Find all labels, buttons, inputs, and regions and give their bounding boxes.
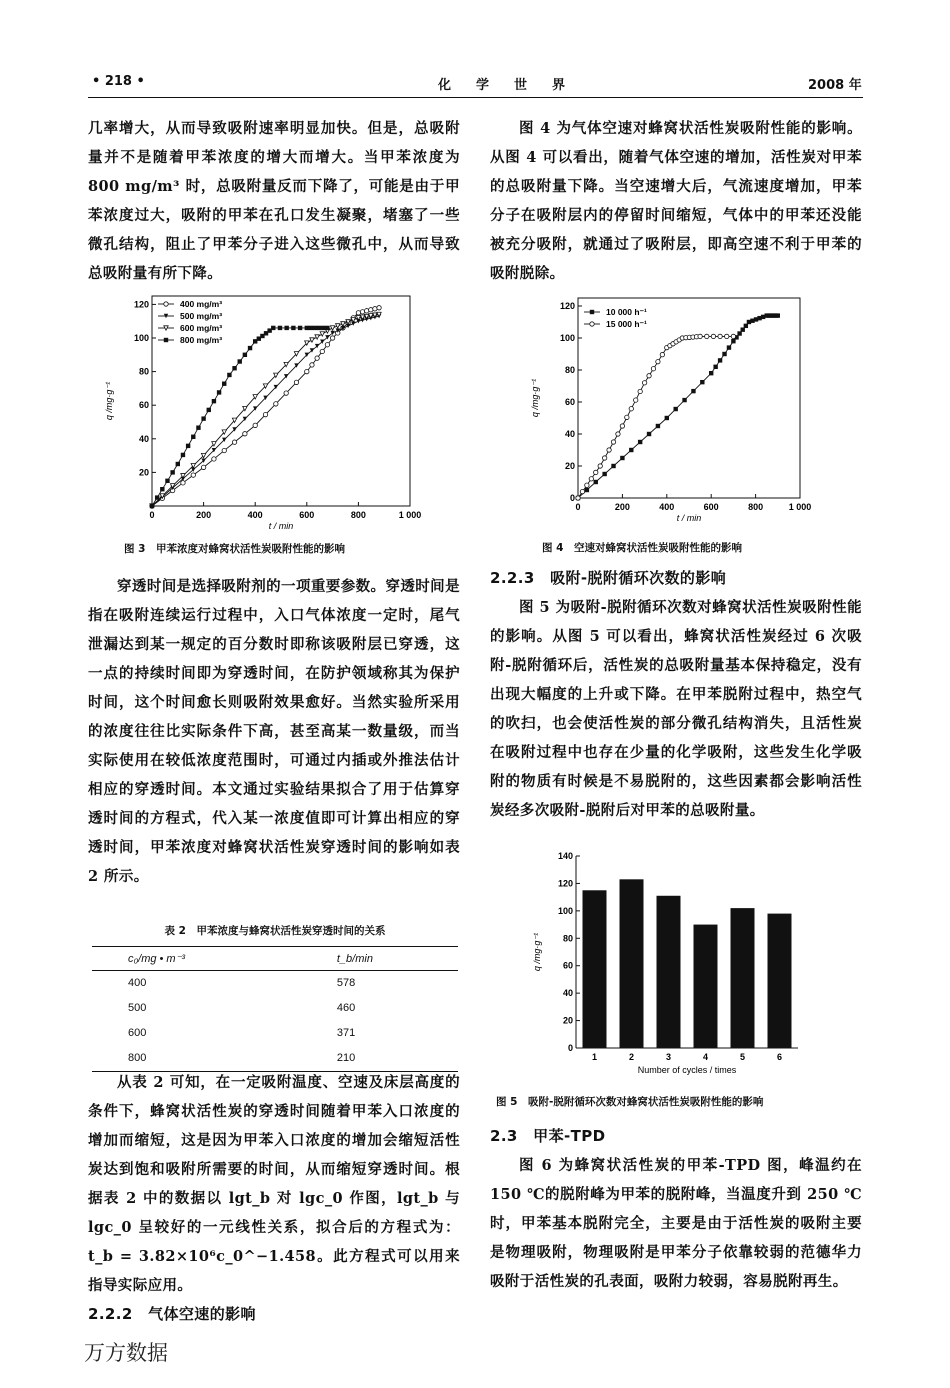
data-point xyxy=(651,367,655,371)
data-point xyxy=(317,326,321,330)
data-point xyxy=(181,453,185,457)
right-column-2 xyxy=(490,564,862,825)
x-tick-label: 1 000 xyxy=(398,510,422,520)
data-point xyxy=(594,470,598,474)
data-point xyxy=(165,479,169,483)
x-axis-label: Number of cycles / times xyxy=(637,1065,737,1075)
y-tick-label: 120 xyxy=(559,301,575,311)
section-heading: 2.3 甲苯-TPD xyxy=(490,1127,606,1145)
data-point xyxy=(620,456,624,460)
data-point xyxy=(155,495,159,499)
y-tick-label: 100 xyxy=(559,333,575,343)
x-axis-label: t / min xyxy=(268,521,294,530)
y-tick-label: 40 xyxy=(564,429,575,439)
figure-4-caption: 图 4 空速对蜂窝状活性炭吸附性能的影响 xyxy=(542,542,742,554)
table-cell: 371 xyxy=(336,1027,356,1039)
data-point xyxy=(776,313,780,317)
data-point xyxy=(705,334,709,338)
figure-3-caption: 图 3 甲苯浓度对蜂窝状活性炭吸附性能的影响 xyxy=(124,543,345,555)
data-point xyxy=(274,402,278,406)
data-point xyxy=(369,308,373,312)
data-point xyxy=(741,327,745,331)
legend-label: 800 mg/m³ xyxy=(180,335,223,345)
data-point xyxy=(212,399,216,403)
data-point xyxy=(170,470,174,474)
data-point xyxy=(711,334,715,338)
data-point xyxy=(602,456,606,460)
x-tick-label: 2 xyxy=(628,1052,635,1062)
table-cell: 578 xyxy=(336,977,356,989)
x-tick-label: 200 xyxy=(196,510,212,520)
data-point xyxy=(201,416,205,420)
bar xyxy=(694,925,718,1048)
x-tick-label: 400 xyxy=(247,510,263,520)
table-cell: 460 xyxy=(336,1002,356,1014)
data-point xyxy=(691,389,695,393)
data-point xyxy=(325,343,329,347)
data-point xyxy=(253,423,257,427)
paragraph: 图 6 为蜂窝状活性炭的甲苯-TPD 图，峰温约在 150 ℃的脱附峰为甲苯的脱附峰，当温度升到 250 ℃时，甲苯基本脱附完全，主要是由于活性炭的吸附主要是物理吸附，物理吸附是甲苯分子依靠较弱的范德华力吸附于活性炭的孔表面，吸附力较弱，容易脱附再生。 xyxy=(490,1157,862,1290)
series-line xyxy=(152,328,327,506)
y-tick-label: 60 xyxy=(138,400,149,411)
data-point xyxy=(629,407,633,411)
x-tick-label: 800 xyxy=(748,502,764,512)
data-point xyxy=(336,324,340,328)
data-point xyxy=(212,457,216,461)
y-tick-label: 60 xyxy=(564,397,575,407)
data-point xyxy=(263,412,267,416)
data-point xyxy=(642,381,646,385)
data-point xyxy=(647,374,651,378)
right-column-3 xyxy=(490,1122,862,1296)
bar xyxy=(657,896,681,1048)
x-tick-label: 1 000 xyxy=(788,502,812,512)
y-tick-label: 40 xyxy=(138,433,149,444)
bar xyxy=(768,914,792,1048)
data-point xyxy=(164,338,168,342)
data-point xyxy=(284,391,288,395)
legend-label: 10 000 h⁻¹ xyxy=(606,307,647,317)
data-point xyxy=(698,334,702,338)
x-tick-label: 1 xyxy=(591,1052,598,1062)
data-point xyxy=(243,353,247,357)
data-point xyxy=(310,338,314,342)
data-point xyxy=(341,322,345,326)
legend-label: 500 mg/m³ xyxy=(180,311,223,321)
paragraph: 几率增大，从而导致吸附速率明显加快。但是，总吸附量并不是随着甲苯浓度的增大而增大。当甲苯浓度为 800 mg/m³ 时，总吸附量反而下降了，可能是由于甲苯浓度过大，吸附的甲苯在孔口发生凝聚，堵塞了一些微孔结构，阻止了甲苯分子进入这些微孔中，从而导致总吸附量有所下降。 xyxy=(88,120,460,282)
data-point xyxy=(585,488,589,492)
data-point xyxy=(598,464,602,468)
data-point xyxy=(232,366,236,370)
data-point xyxy=(722,352,726,356)
data-point xyxy=(232,440,236,444)
y-tick-label: 100 xyxy=(133,333,149,343)
bar xyxy=(620,879,644,1048)
data-point xyxy=(330,336,334,340)
data-point xyxy=(611,464,615,468)
data-point xyxy=(160,487,164,491)
legend-label: 400 mg/m³ xyxy=(180,299,223,309)
data-point xyxy=(744,324,748,328)
table-title: 表 2 甲苯浓度与蜂窝状活性炭穿透时间的关系 xyxy=(164,925,386,937)
x-tick-label: 5 xyxy=(739,1052,746,1062)
table-cell: 800 xyxy=(92,1046,249,1072)
data-point xyxy=(315,335,319,339)
data-point xyxy=(325,326,329,330)
data-point xyxy=(620,424,624,428)
data-point xyxy=(665,416,669,420)
x-tick-label: 0 xyxy=(575,502,581,512)
x-axis-label: t / min xyxy=(676,513,702,523)
data-point xyxy=(217,390,221,394)
data-point xyxy=(207,408,211,412)
table-2 xyxy=(92,923,458,1072)
data-point xyxy=(320,332,324,336)
y-axis-label: q /mg·g⁻¹ xyxy=(530,378,540,418)
data-point xyxy=(181,481,185,485)
y-tick-label: 40 xyxy=(562,988,573,999)
table-cell: 600 xyxy=(128,1027,147,1039)
data-point xyxy=(315,356,319,360)
data-point xyxy=(191,435,195,439)
y-tick-label: 120 xyxy=(133,299,149,310)
section-heading: 2.2.3 吸附-脱附循环次数的影响 xyxy=(490,569,727,587)
data-point xyxy=(585,483,589,487)
data-point xyxy=(634,398,638,402)
data-point xyxy=(320,349,324,353)
left-column-2 xyxy=(88,572,460,891)
y-tick-label: 80 xyxy=(562,933,573,944)
y-tick-label: 80 xyxy=(564,365,575,375)
table-row xyxy=(92,996,458,1021)
paragraph: 从表 2 可知，在一定吸附温度、空速及床层高度的条件下，蜂窝状活性炭的穿透时间随着甲苯入口浓度的增加而缩短，这是因为甲苯入口浓度的增加会缩短活性炭达到饱和吸附所需要的时间，从而缩短穿透时间。根据表 2 中的数据以 lgt_b 对 lgc_0 作图，lgt_b 与 lgc_0 呈较好的一元线性关系，拟合后的方程式为：t_b = 3.82×10⁶c_0^−1.458。此方程式可以用来指导实际应用。 xyxy=(88,1074,460,1294)
data-point xyxy=(731,334,735,338)
x-tick-label: 0 xyxy=(149,510,155,520)
table-row xyxy=(92,971,458,997)
table-header: t_b/min xyxy=(249,947,458,971)
left-column xyxy=(88,114,460,288)
data-point xyxy=(377,312,381,316)
data-point xyxy=(727,345,731,349)
x-tick-label: 800 xyxy=(350,510,366,520)
y-tick-label: 20 xyxy=(138,467,149,478)
table-header: c₀/mg • m⁻³ xyxy=(92,947,249,971)
paragraph: 图 4 为气体空速对蜂窝状活性炭吸附性能的影响。从图 4 可以看出，随着气体空速的增加，活性炭对甲苯的总吸附量下降。当空速增大后，气流速度增加，甲苯分子在吸附层内的停留时间缩短，气体中的甲苯还没能被充分吸附，就通过了吸附层，即高空速不利于甲苯的吸附脱除。 xyxy=(490,120,862,282)
y-axis-label: q /mg·g⁻¹ xyxy=(104,381,114,421)
data-point xyxy=(590,322,594,326)
x-tick-label: 4 xyxy=(702,1052,709,1062)
x-tick-label: 600 xyxy=(703,502,719,512)
data-point xyxy=(313,326,317,330)
figure-3-chart xyxy=(100,290,440,530)
data-point xyxy=(360,310,364,314)
data-point xyxy=(737,331,741,335)
data-point xyxy=(298,326,302,330)
data-point xyxy=(150,504,154,508)
data-point xyxy=(243,432,247,436)
legend-label: 15 000 h⁻¹ xyxy=(606,319,647,329)
data-point xyxy=(629,448,633,452)
data-point xyxy=(576,496,580,500)
data-point xyxy=(364,309,368,313)
data-point xyxy=(330,326,334,330)
data-point xyxy=(580,489,584,493)
data-point xyxy=(625,415,629,419)
data-point xyxy=(164,302,168,306)
bar xyxy=(731,908,755,1048)
figure-5-caption: 图 5 吸附-脱附循环次数对蜂窝状活性炭吸附性能的影响 xyxy=(496,1096,764,1108)
data-point xyxy=(238,359,242,363)
data-point xyxy=(660,352,664,356)
header-rule xyxy=(88,97,863,98)
data-point xyxy=(673,407,677,411)
data-point xyxy=(186,444,190,448)
table-row xyxy=(92,1021,458,1046)
data-point xyxy=(196,426,200,430)
data-point xyxy=(647,432,651,436)
data-point xyxy=(164,326,168,330)
y-tick-label: 60 xyxy=(562,960,573,971)
figure-5-chart xyxy=(528,848,818,1080)
paragraph: 穿透时间是选择吸附剂的一项重要参数。穿透时间是指在吸附连续运行过程中，入口气体浓度一定时，尾气泄漏达到某一规定的百分数时即称该吸附层已穿透，这一点的持续时间即为穿透时间，在防护领域称其为保护时间，这个时间愈长则吸附效果愈好。当然实验所采用的浓度往往比实际条件下高，甚至高某一数量级，而当实际使用在较低浓度范围时，可通过内插或外推法估计相应的穿透时间。本文通过实验结果拟合了用于估算穿透时间的方程式，代入某一浓度值即可计算出相应的穿透时间，甲苯浓度对蜂窝状活性炭穿透时间的影响如表 2 所示。 xyxy=(88,578,460,885)
data-point xyxy=(294,380,298,384)
y-tick-label: 100 xyxy=(557,905,573,916)
data-point xyxy=(590,310,594,314)
table-cell: 500 xyxy=(128,1002,147,1014)
data-point xyxy=(227,373,231,377)
data-point xyxy=(638,440,642,444)
data-point xyxy=(725,334,729,338)
data-point xyxy=(356,311,360,315)
y-tick-label: 0 xyxy=(569,493,575,503)
y-tick-label: 80 xyxy=(138,366,149,377)
y-tick-label: 0 xyxy=(567,1043,573,1053)
y-axis-label: q /mg·g⁻¹ xyxy=(532,932,542,972)
legend-label: 600 mg/m³ xyxy=(180,323,223,333)
data-point xyxy=(248,346,252,350)
page-number: • 218 • xyxy=(92,74,145,89)
data-point xyxy=(321,326,325,330)
watermark: 万方数据 xyxy=(84,1341,168,1365)
data-point xyxy=(656,359,660,363)
data-point xyxy=(594,480,598,484)
right-column xyxy=(490,114,862,288)
data-point xyxy=(656,424,660,428)
data-point xyxy=(718,358,722,362)
data-point xyxy=(713,365,717,369)
journal-title: 化 学 世 界 xyxy=(438,78,572,93)
data-point xyxy=(709,371,713,375)
table-cell: 210 xyxy=(249,1046,458,1072)
data-point xyxy=(201,465,205,469)
data-point xyxy=(176,462,180,466)
data-point xyxy=(616,432,620,436)
data-point xyxy=(377,306,381,310)
data-point xyxy=(309,326,313,330)
data-point xyxy=(700,380,704,384)
data-point xyxy=(305,369,309,373)
data-point xyxy=(291,326,295,330)
data-point xyxy=(638,389,642,393)
data-point xyxy=(278,326,282,330)
data-point xyxy=(191,473,195,477)
data-point xyxy=(222,381,226,385)
bar xyxy=(583,890,607,1048)
journal-year: 2008 年 xyxy=(808,78,862,93)
data-point xyxy=(718,334,722,338)
data-point xyxy=(607,448,611,452)
figure-4-chart xyxy=(526,292,826,532)
data-point xyxy=(305,326,309,330)
y-tick-label: 20 xyxy=(562,1015,573,1026)
x-tick-label: 200 xyxy=(614,502,630,512)
table-cell: 400 xyxy=(128,977,147,989)
y-tick-label: 120 xyxy=(557,878,573,889)
x-tick-label: 6 xyxy=(776,1052,783,1062)
y-tick-label: 140 xyxy=(557,851,573,861)
x-tick-label: 3 xyxy=(665,1052,672,1062)
x-tick-label: 400 xyxy=(659,502,675,512)
data-point xyxy=(222,448,226,452)
data-point xyxy=(602,472,606,476)
section-heading: 2.2.2 气体空速的影响 xyxy=(88,1305,256,1323)
data-point xyxy=(310,363,314,367)
data-point xyxy=(284,326,288,330)
data-point xyxy=(682,398,686,402)
data-point xyxy=(373,307,377,311)
y-tick-label: 20 xyxy=(564,461,575,471)
left-column-3 xyxy=(88,1068,460,1329)
data-point xyxy=(589,477,593,481)
data-point xyxy=(611,440,615,444)
x-tick-label: 600 xyxy=(299,510,315,520)
data-point xyxy=(271,326,275,330)
data-point xyxy=(731,339,735,343)
paragraph: 图 5 为吸附-脱附循环次数对蜂窝状活性炭吸附性能的影响。从图 5 可以看出，蜂窝状活性炭经过 6 次吸附-脱附循环后，活性炭的总吸附量基本保持稳定，没有出现大幅度的上升或下降。在甲苯脱附过程中，热空气的吹扫，也会使活性炭的部分微孔结构消失，且活性炭在吸附过程中也存在少量的化学吸附，这些发生化学吸附的物质有时候是不易脱附的，这些因素都会影响活性炭经多次吸附-脱附后对甲苯的总吸附量。 xyxy=(490,599,862,819)
